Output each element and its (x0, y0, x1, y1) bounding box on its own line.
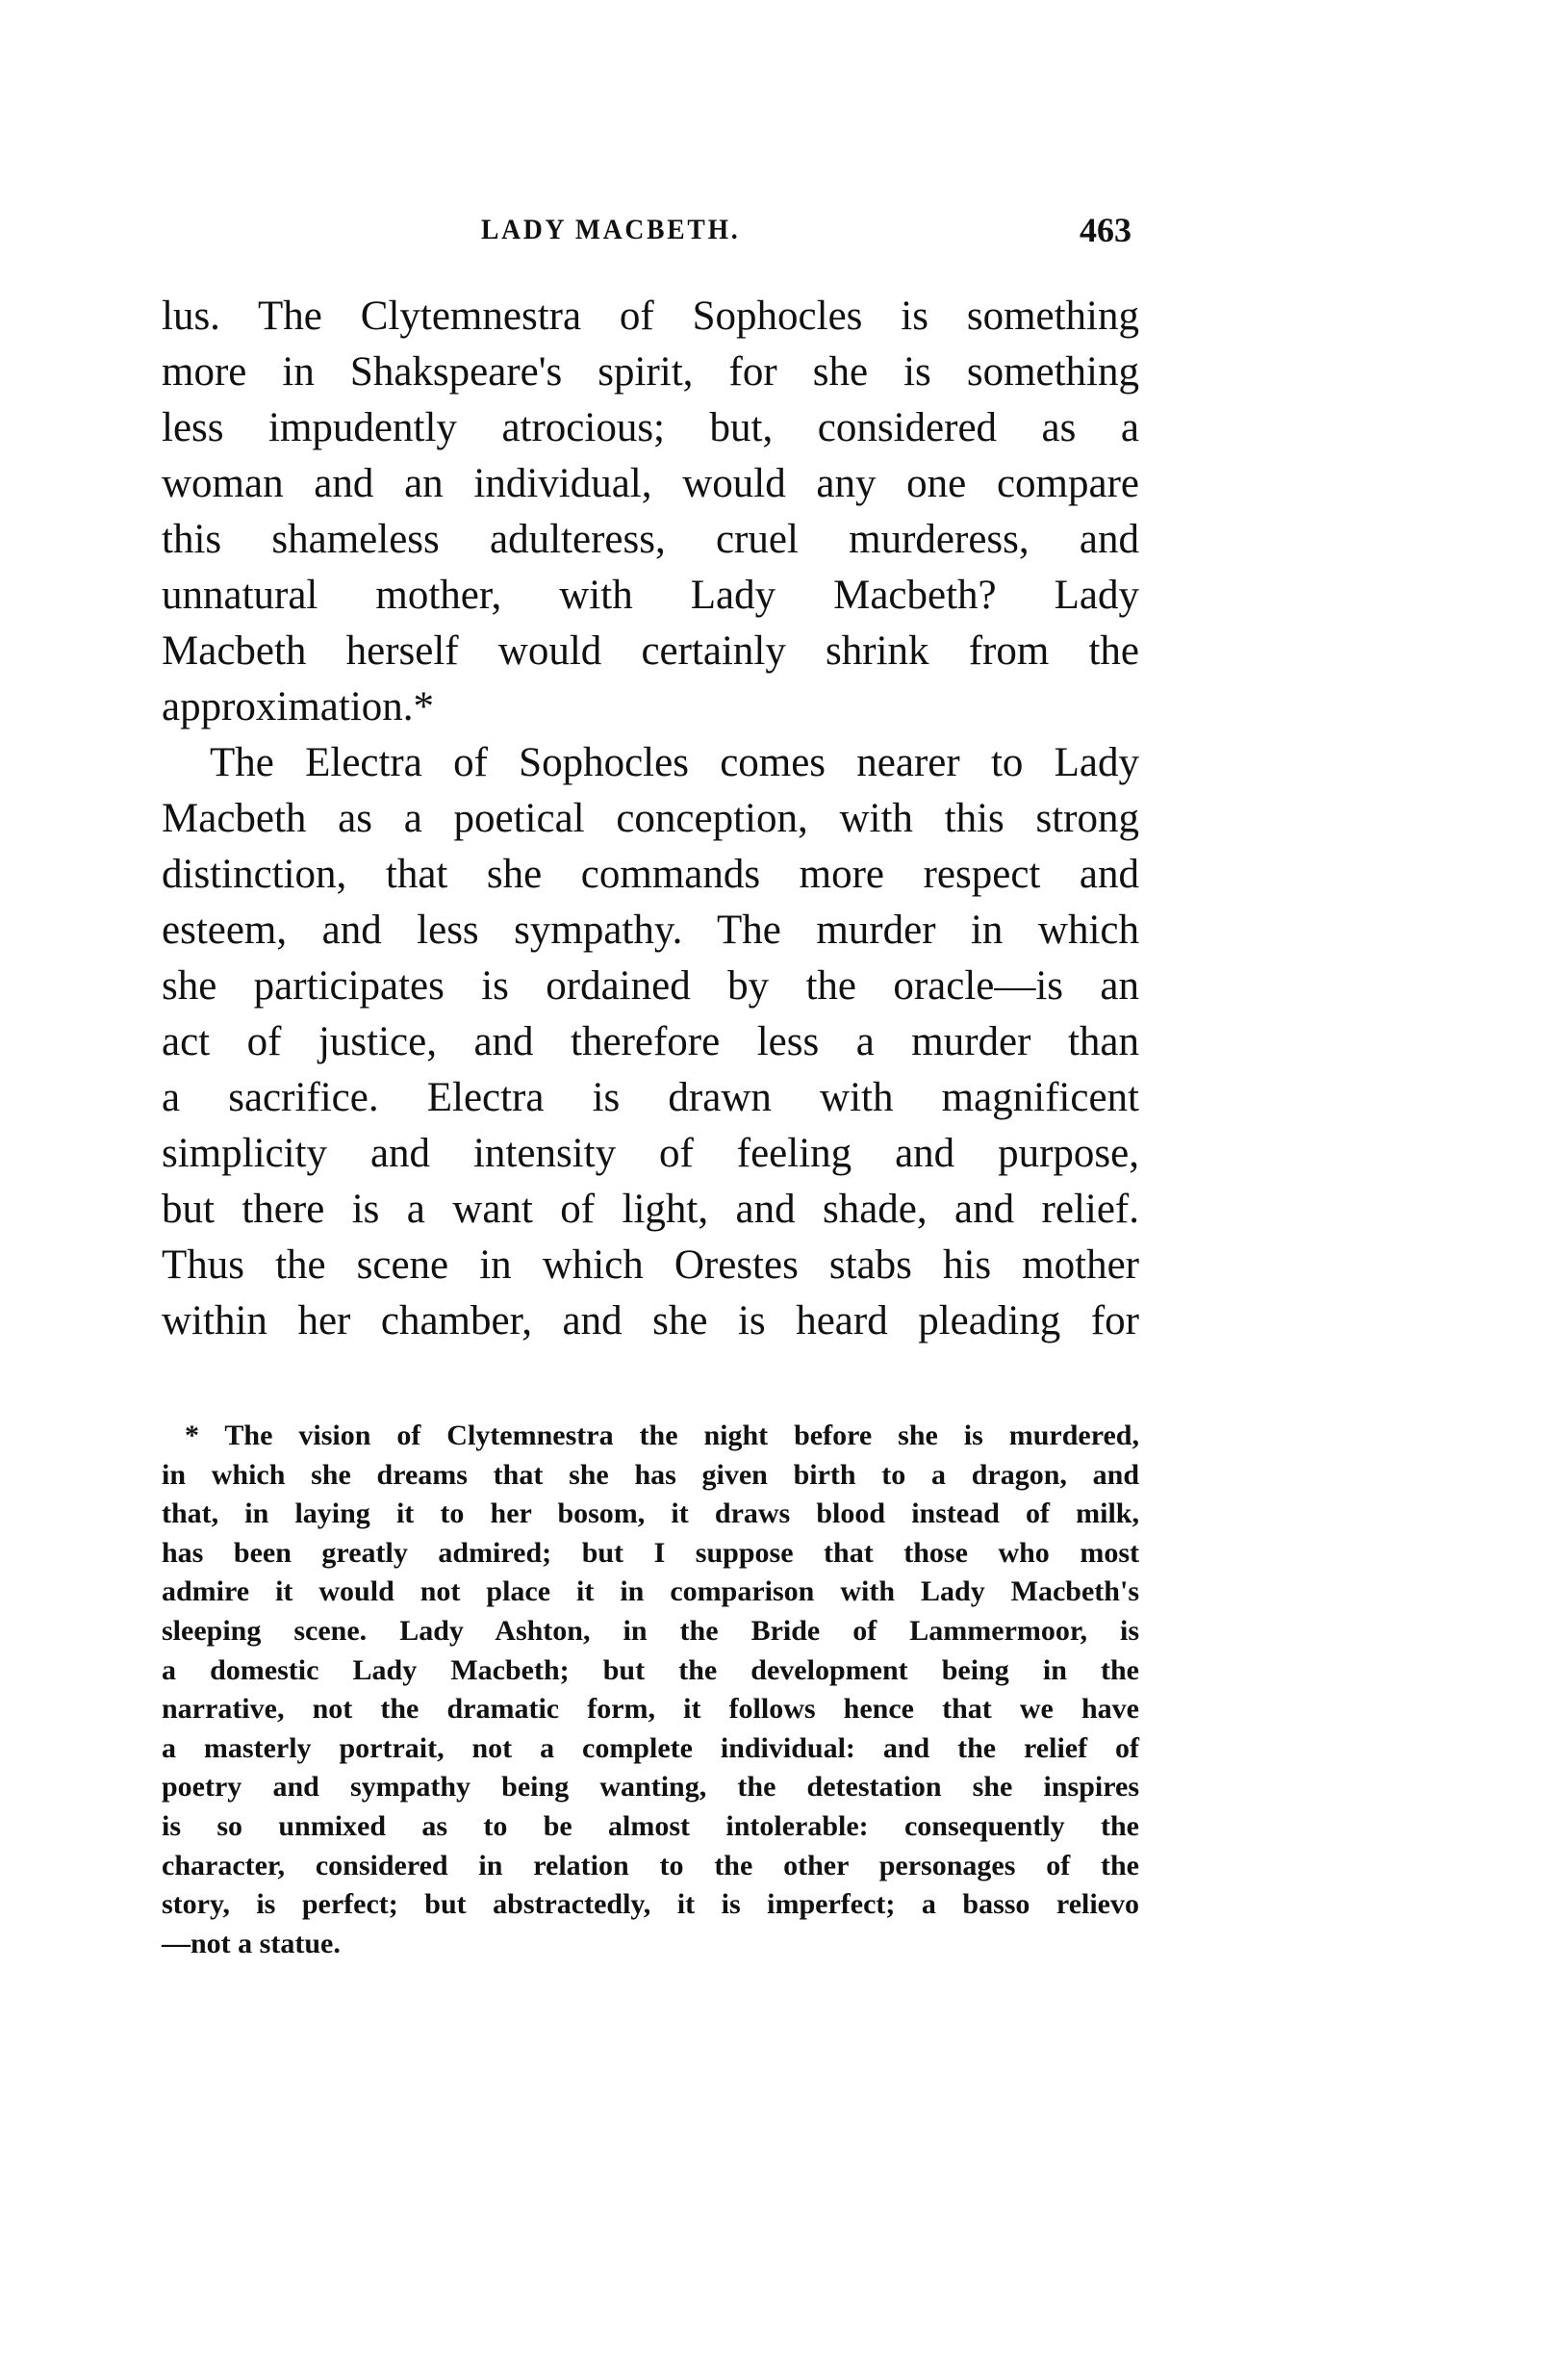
text-line: she participates is ordained by the oracle—is an (162, 963, 1139, 1009)
footnote-line: is so unmixed as to be almost intolerable: consequently the (162, 1809, 1139, 1842)
text-line: woman and an individual, would any one compare (162, 461, 1139, 506)
text-line: lus. The Clytemnestra of Sophocles is something (162, 294, 1139, 339)
text-line: within her chamber, and she is heard pleading for (162, 1298, 1139, 1344)
text-line: Thus the scene in which Orestes stabs his mother (162, 1242, 1139, 1288)
footnote-line: character, considered in relation to the other personages of the (162, 1849, 1139, 1881)
text-line: more in Shakspeare's spirit, for she is something (162, 349, 1139, 395)
text-line: this shameless adulteress, cruel murderess, and (162, 517, 1139, 562)
text-line: but there is a want of light, and shade, and relief. (162, 1187, 1139, 1232)
running-head (164, 211, 1135, 252)
footnote-line: has been greatly admired; but I suppose that those who most (162, 1536, 1139, 1569)
text-line: Macbeth herself would certainly shrink from the (162, 628, 1139, 674)
footnote-line: poetry and sympathy being wanting, the detestation she inspires (162, 1771, 1139, 1804)
footnote-line: story, is perfect; but abstractedly, it is imperfect; a basso relievo (162, 1888, 1139, 1921)
text-line: distinction, that she commands more respect and (162, 852, 1139, 897)
text-line: less impudently atrocious; but, considered as a (162, 405, 1139, 450)
footnote-line: a masterly portrait, not a complete individual: and the relief of (162, 1731, 1139, 1764)
footnote-line: in which she dreams that she has given birth to a dragon, and (162, 1458, 1139, 1491)
text-line: The Electra of Sophocles comes nearer to Lady (210, 740, 1139, 785)
text-line-with-footnote-ref: approximation.* (162, 684, 435, 729)
text-line: Macbeth as a poetical conception, with this strong (162, 796, 1139, 841)
footnote-line: * The vision of Clytemnestra the night before she is murdered, (185, 1420, 1139, 1451)
text-line: a sacrifice. Electra is drawn with magnificent (162, 1075, 1139, 1120)
footnote (162, 1417, 1139, 1963)
footnote-line: a domestic Lady Macbeth; but the development being in the (162, 1653, 1139, 1686)
text-line: unnatural mother, with Lady Macbeth? Lady (162, 573, 1139, 618)
footnote-line: admire it would not place it in comparison with Lady Macbeth's (162, 1575, 1139, 1608)
text-line: simplicity and intensity of feeling and purpose, (162, 1131, 1139, 1176)
paragraph-electra (162, 735, 1139, 1349)
page-number: 463 (1080, 211, 1131, 249)
footnote-line: narrative, not the dramatic form, it follows hence that we have (162, 1693, 1139, 1726)
paragraph-clytemnestra (162, 289, 1139, 735)
footnote-line: that, in laying it to her bosom, it draws blood instead of milk, (162, 1497, 1139, 1530)
text-line: act of justice, and therefore less a murder than (162, 1019, 1139, 1064)
footnote-line: sleeping scene. Lady Ashton, in the Bride of Lammermoor, is (162, 1614, 1139, 1647)
body-text (162, 289, 1139, 1349)
running-title: LADY MACBETH. (481, 214, 741, 245)
text-line: esteem, and less sympathy. The murder in which (162, 908, 1139, 953)
footnote-line: —not a statue. (162, 1927, 341, 1959)
